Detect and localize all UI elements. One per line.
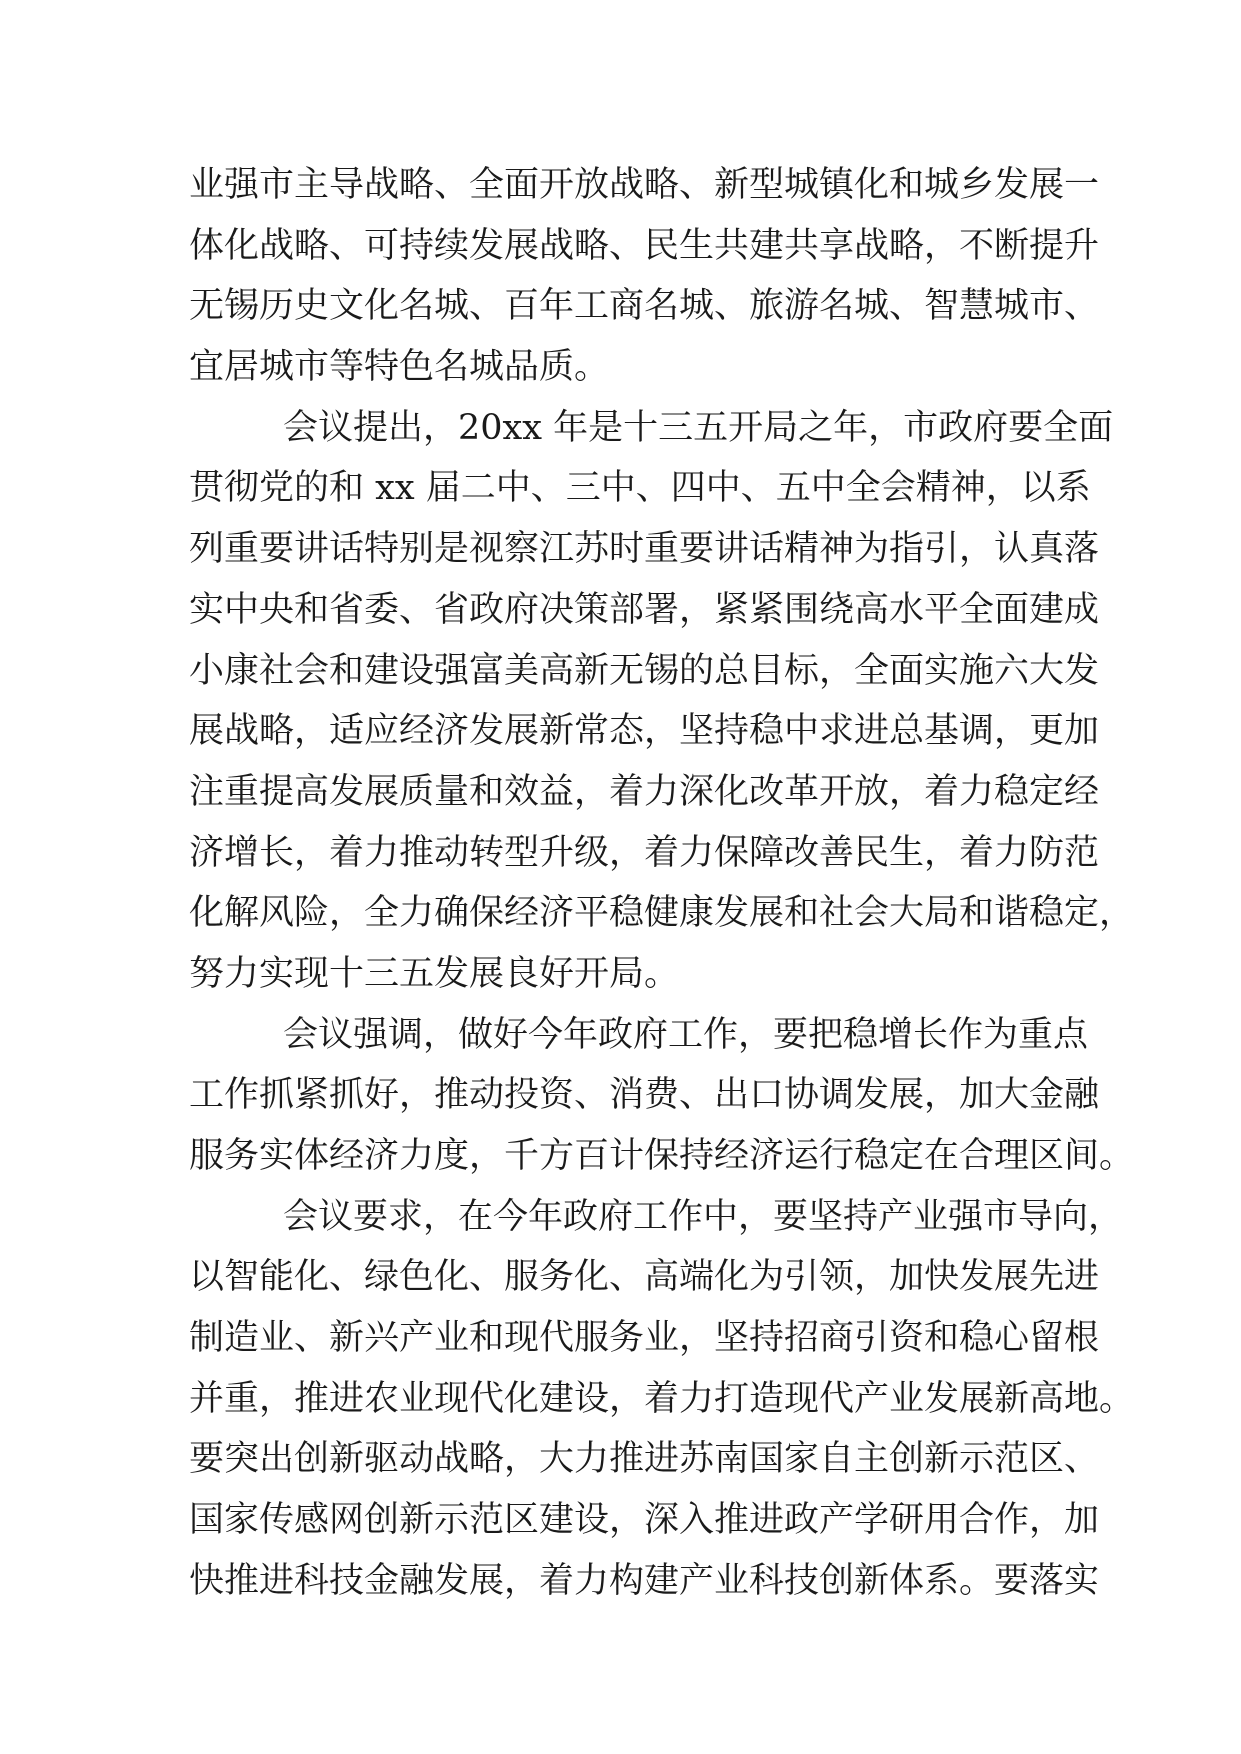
text-line: 贯彻党的和 xx 届二中、三中、四中、五中全会精神，以系 bbox=[189, 468, 1091, 509]
text-line: 体化战略、可持续发展战略、民生共建共享战略，不断提升 bbox=[189, 225, 1100, 266]
text-line: 展战略，适应经济发展新常态，坚持稳中求进总基调，更加 bbox=[189, 711, 1100, 752]
text-line: 化解风险，全力确保经济平稳健康发展和社会大局和谐稳定， bbox=[189, 893, 1135, 934]
paragraph-first-line: 会议强调，做好今年政府工作，要把稳增长作为重点 bbox=[283, 1014, 1089, 1055]
text-line: 济增长，着力推动转型升级，着力保障改善民生，着力防范 bbox=[189, 832, 1100, 873]
text-line: 国家传感网创新示范区建设，深入推进政产学研用合作，加 bbox=[189, 1500, 1100, 1541]
paragraph-first-line: 会议要求，在今年政府工作中，要坚持产业强市导向， bbox=[283, 1196, 1124, 1237]
text-line: 注重提高发展质量和效益，着力深化改革开放，着力稳定经 bbox=[189, 771, 1100, 812]
text-line: 制造业、新兴产业和现代服务业，坚持招商引资和稳心留根 bbox=[189, 1318, 1100, 1359]
paragraph-first-line: 会议提出，20xx 年是十三五开局之年，市政府要全面 bbox=[283, 407, 1114, 448]
text-line: 实中央和省委、省政府决策部署，紧紧围绕高水平全面建成 bbox=[189, 589, 1100, 630]
text-line: 以智能化、绿色化、服务化、高端化为引领，加快发展先进 bbox=[189, 1257, 1100, 1298]
text-line: 无锡历史文化名城、百年工商名城、旅游名城、智慧城市、 bbox=[189, 286, 1100, 327]
text-line: 服务实体经济力度，千方百计保持经济运行稳定在合理区间。 bbox=[189, 1136, 1135, 1176]
document-body bbox=[189, 155, 1135, 1612]
text-line: 要突出创新驱动战略，大力推进苏南国家自主创新示范区、 bbox=[189, 1439, 1100, 1480]
text-line: 列重要讲话特别是视察江苏时重要讲话精神为指引，认真落 bbox=[189, 529, 1100, 570]
text-line: 快推进科技金融发展，着力构建产业科技创新体系。要落实 bbox=[189, 1560, 1100, 1601]
text-line: 宜居城市等特色名城品质。 bbox=[189, 347, 610, 388]
text-line: 努力实现十三五发展良好开局。 bbox=[189, 953, 680, 994]
text-line: 小康社会和建设强富美高新无锡的总目标，全面实施六大发 bbox=[189, 650, 1100, 691]
text-line: 工作抓紧抓好，推动投资、消费、出口协调发展，加大金融 bbox=[189, 1075, 1100, 1116]
text-line: 业强市主导战略、全面开放战略、新型城镇化和城乡发展一 bbox=[189, 165, 1100, 205]
text-line: 并重，推进农业现代化建设，着力打造现代产业发展新高地。 bbox=[189, 1378, 1135, 1419]
